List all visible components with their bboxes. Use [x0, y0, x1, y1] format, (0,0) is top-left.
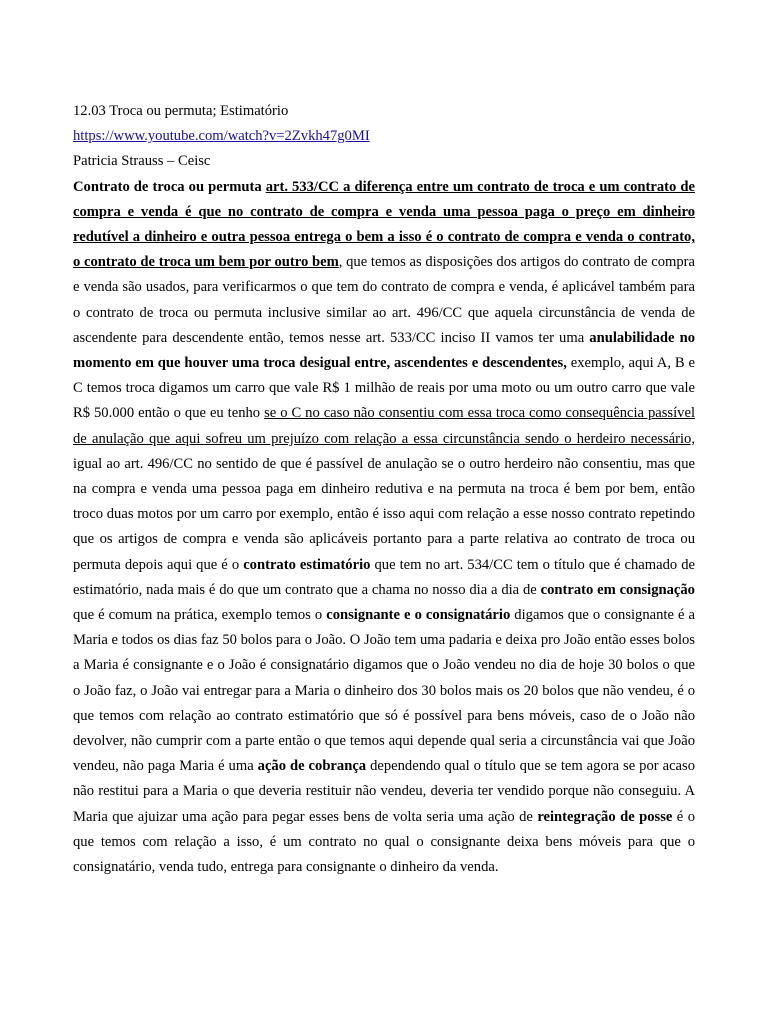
underlined-consent-clause: se o C no caso não consentiu com essa troca como consequência passível de anulação que aqui sofreu um prejuízo com relação a essa circunstância sendo o herdeiro necessário,	[73, 405, 695, 447]
bold-contrato-consignacao: contrato em consignação	[540, 581, 695, 598]
body-paragraph	[73, 175, 695, 881]
video-link-line	[73, 124, 695, 149]
bold-contrato-estimatorio: contrato estimatório	[243, 556, 371, 573]
text-segment: digamos que o consignante é a Maria e todos os dias faz 50 bolos para o João. O João tem uma padaria e deixa pro João então esses bolos a Maria é consignante e o João é consignatário digamos que o João vendeu no dia de hoje 30 bolos o que o João faz, o João vai entregar para a Maria o dinheiro dos 30 bolos mais os 20 bolos que não vendeu, é o que temos com relação ao contrato estimatório que só é possível para bens móveis, caso de o João não devolver, não cumprir com a parte então o que temos aqui depende qual seria a circunstância vai que João vendeu, não paga Maria é uma	[73, 607, 696, 775]
author-line: Patricia Strauss – Ceisc	[73, 153, 211, 170]
video-link[interactable]: https://www.youtube.com/watch?v=2Zvkh47g0MI	[73, 128, 370, 145]
document-title: 12.03 Troca ou permuta; Estimatório	[73, 103, 289, 119]
heading-troca-permuta: Contrato de troca ou permuta	[73, 178, 262, 195]
text-segment: , que temos as disposições dos artigos do contrato de compra e venda são usados, para verificarmos o que tem do contrato de compra e venda, é aplicável também para o contrato de troca ou permuta inclusive similar ao art. 496/CC que aquela circunstância de venda de ascendente para descendente então, temos nesse art. 533/CC inciso II vamos ter uma	[73, 254, 695, 346]
bold-consignante-consignatario: consignante e o consignatário	[326, 607, 511, 624]
bold-reintegracao-posse: reintegração de posse	[537, 808, 673, 825]
text-segment: exemplo, aqui A, B e C temos troca digamos um carro que vale R$ 1 milhão de reais por uma moto ou um outro carro que vale R$ 50.000 então o que eu tenho	[73, 355, 695, 422]
text-segment: igual ao art. 496/CC no sentido de que é passível de anulação se o outro herdeiro não consentiu, mas que na compra e venda uma pessoa paga em dinheiro redutiva e na permuta na troca é bem por bem, então troco duas motos por um carro por exemplo, então é isso aqui com relação a esse nosso contrato repetindo que os artigos de compra e venda são aplicáveis portanto para a parte relativa ao contrato de troca ou permuta depois aqui que é o	[73, 455, 695, 573]
text-segment: que é comum na prática, exemplo temos o	[73, 607, 327, 624]
document-page	[73, 99, 695, 880]
bold-anulabilidade: anulabilidade no momento em que houver uma troca desigual entre, ascendentes e descendentes,	[73, 329, 695, 372]
text-segment: dependendo qual o título que se tem agora se por acaso não restitui para a Maria o que deveria restituir não vendeu, deveria ter vendido porque não conseguiu. A Maria que ajuizar uma ação para pegar esses bens de volta seria uma ação de	[73, 758, 695, 825]
text-segment: é o que temos com relação a isso, é um contrato no qual o consignante deixa bens móveis para que o consignatário, venda tudo, entrega para consignante o dinheiro da venda.	[73, 808, 695, 876]
text-segment: que tem no art. 534/CC tem o título que é chamado de estimatório, nada mais é do que um contrato que a chama no nosso dia a dia de	[73, 556, 696, 598]
bold-underlined-definition: art. 533/CC a diferença entre um contrato de troca e um contrato de compra e venda é que no contrato de compra e venda uma pessoa paga o preço em dinheiro redutível a dinheiro e outra pessoa entrega o bem a isso é o contrato de compra e venda o contrato, o contrato de troca um bem por outro bem	[73, 178, 695, 271]
bold-acao-cobranca: ação de cobrança	[257, 758, 367, 775]
